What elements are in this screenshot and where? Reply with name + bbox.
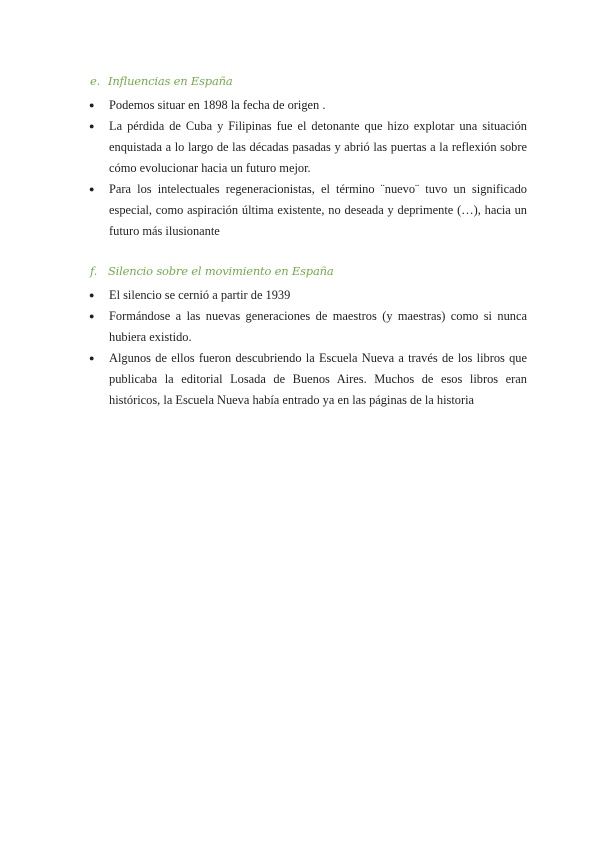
list-item [89,306,527,348]
bullet-icon: ● [89,100,95,110]
bullet-list-silencio [89,285,527,411]
bullet-icon: ● [89,311,95,321]
bullet-list-influencias [89,95,527,242]
bullet-icon: ● [89,353,95,363]
bullet-icon: ● [89,290,95,300]
list-item [89,179,527,242]
list-item [89,285,527,306]
section-marker: e. [90,74,101,88]
list-item-text: Podemos situar en 1898 la fecha de origen . [109,98,326,112]
section-marker: f. [90,264,98,278]
section-heading-influencias [90,74,232,88]
list-item-text: La pérdida de Cuba y Filipinas fue el detonante que hizo explotar una situación enquistada a lo largo de las décadas pasadas y abrió las puertas a la reflexión sobre cómo evolucionar hacia un futuro mejor. [109,119,527,175]
bullet-icon: ● [89,121,95,131]
list-item-text: Para los intelectuales regeneracionistas, el término ¨nuevo¨ tuvo un significado especial, como aspiración última existente, no deseada y deprimente (…), hacia un futuro más ilusionante [109,182,527,238]
list-item-text: Algunos de ellos fueron descubriendo la Escuela Nueva a través de los libros que publicaba la editorial Losada de Buenos Aires. Muchos de esos libros eran históricos, la Escuela Nueva había entrado ya en las páginas de la historia [109,351,527,407]
list-item [89,348,527,411]
list-item [89,116,527,179]
list-item-text: El silencio se cernió a partir de 1939 [109,288,291,302]
section-title: Influencias en España [108,74,233,88]
section-heading-silencio [90,264,333,278]
section-title: Silencio sobre el movimiento en España [108,264,334,278]
list-item-text: Formándose a las nuevas generaciones de maestros (y maestras) como si nunca hubiera existido. [109,309,527,344]
list-item [89,95,527,116]
bullet-icon: ● [89,184,95,194]
